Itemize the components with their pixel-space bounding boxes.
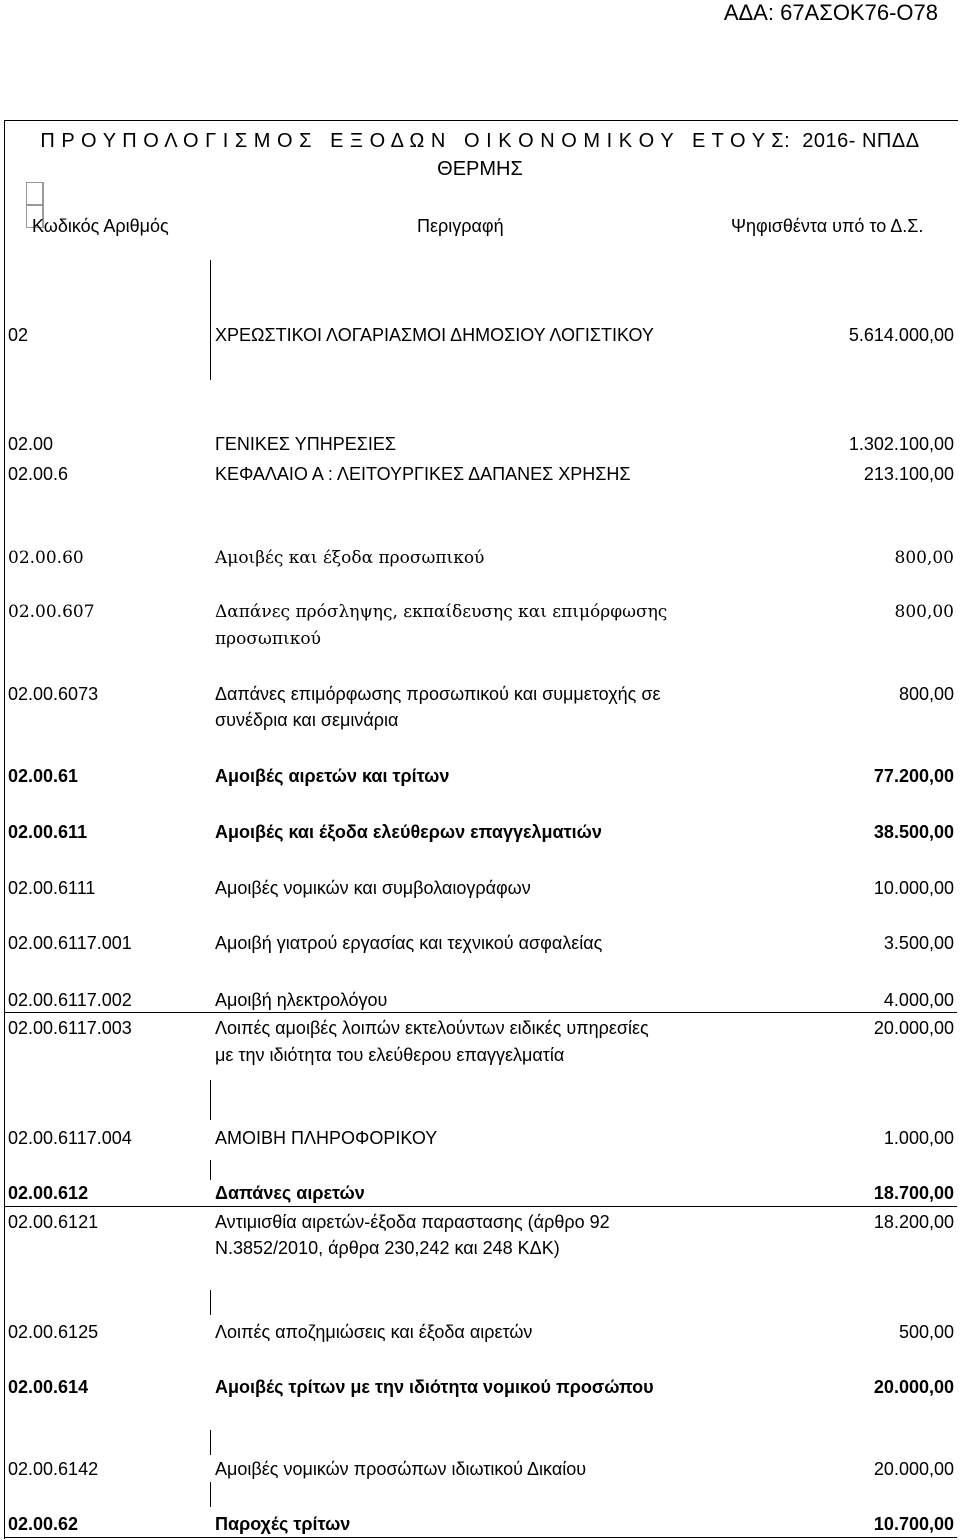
row-description: Παροχές τρίτων (215, 1514, 351, 1534)
row-amount: 500,00 (898, 1322, 954, 1342)
row-description-line2: με την ιδιότητα του ελεύθερου επαγγελματία (215, 1045, 565, 1065)
row-description: Δαπάνες πρόσληψης, εκπαίδευσης και επιμόρφωσης (215, 602, 668, 622)
title-line-1: Π Ρ Ο Υ Π Ο Λ Ο Γ Ι Σ Μ Ο Σ Ε Ξ Ο Δ Ω Ν Ο Ι Κ Ο Ν Ο Μ Ι Κ Ο Υ Ε Τ Ο Υ Σ: 2016- ΝΠΔΔ (40, 130, 920, 152)
row-amount: 1.302.100,00 (848, 434, 954, 454)
column-divider (210, 1290, 211, 1315)
row-rule (4, 1537, 957, 1538)
row-amount: 800,00 (898, 684, 954, 704)
row-code: 02.00.6111 (8, 878, 96, 898)
row-description: Δαπάνες αιρετών (215, 1183, 365, 1203)
row-code: 02.00.62 (8, 1514, 79, 1534)
column-divider (210, 1430, 211, 1455)
row-amount: 18.700,00 (873, 1183, 954, 1203)
row-code: 02.00.61 (8, 766, 79, 786)
row-description: ΧΡΕΩΣΤΙΚΟΙ ΛΟΓΑΡΙΑΣΜΟΙ ΔΗΜΟΣΙΟΥ ΛΟΓΙΣΤΙΚΟΥ (215, 325, 654, 345)
row-amount: 20.000,00 (873, 1377, 954, 1397)
row-description: Αμοιβές νομικών και συμβολαιογράφων (215, 878, 531, 898)
row-code: 02.00.6142 (8, 1459, 99, 1479)
row-description: Αντιμισθία αιρετών-έξοδα παραστασης (άρθρο 92 (215, 1212, 610, 1232)
row-code: 02.00.607 (8, 602, 95, 622)
row-amount: 3.500,00 (883, 933, 954, 953)
row-code: 02.00.611 (8, 822, 88, 842)
row-code: 02.00.614 (8, 1377, 89, 1397)
row-description: Αμοιβή ηλεκτρολόγου (215, 990, 388, 1010)
row-description: Αμοιβές τρίτων με την ιδιότητα νομικού προσώπου (215, 1377, 654, 1397)
row-code: 02.00 (8, 434, 54, 454)
row-description: ΓΕΝΙΚΕΣ ΥΠΗΡΕΣΙΕΣ (215, 434, 397, 454)
row-description: Δαπάνες επιμόρφωσης προσωπικού και συμμετοχής σε (215, 684, 661, 704)
row-amount: 5.614.000,00 (848, 325, 954, 345)
row-description: ΑΜΟΙΒΗ ΠΛΗΡΟΦΟΡΙΚΟΥ (215, 1128, 438, 1148)
row-description: Λοιπές αμοιβές λοιπών εκτελούντων ειδικές υπηρεσίες (215, 1018, 649, 1038)
header-amount: Ψηφισθέντα υπό το Δ.Σ. (731, 216, 924, 236)
row-description: Λοιπές αποζημιώσεις και έξοδα αιρετών (215, 1322, 533, 1342)
column-divider (210, 1482, 211, 1507)
row-description-line2: προσωπικού (215, 629, 321, 649)
row-amount: 800,00 (894, 602, 954, 622)
row-amount: 18.200,00 (873, 1212, 954, 1232)
row-amount: 38.500,00 (873, 822, 954, 842)
row-amount: 800,00 (894, 548, 954, 568)
row-code: 02.00.6 (8, 464, 69, 484)
row-code: 02.00.6117.004 (8, 1128, 132, 1148)
row-amount: 1.000,00 (883, 1128, 954, 1148)
row-code: 02.00.612 (8, 1183, 89, 1203)
row-rule (4, 1206, 957, 1207)
row-amount: 77.200,00 (873, 766, 954, 786)
row-code: 02.00.6125 (8, 1322, 99, 1342)
title-line-2: ΘΕΡΜΗΣ (437, 158, 523, 180)
row-code: 02.00.6117.001 (8, 933, 132, 953)
column-divider (210, 1080, 211, 1120)
row-description: ΚΕΦΑΛΑΙΟ Α : ΛΕΙΤΟΥΡΓΙΚΕΣ ΔΑΠΑΝΕΣ ΧΡΗΣΗΣ (215, 464, 631, 484)
row-amount: 20.000,00 (873, 1018, 954, 1038)
row-code: 02 (8, 325, 29, 345)
row-code: 02.00.60 (8, 548, 84, 568)
row-code: 02.00.6117.003 (8, 1018, 132, 1038)
row-rule (4, 1012, 957, 1013)
row-description-line2: Ν.3852/2010, άρθρα 230,242 και 248 ΚΔΚ) (215, 1238, 560, 1258)
row-code: 02.00.6117.002 (8, 990, 132, 1010)
row-description: Αμοιβές αιρετών και τρίτων (215, 766, 450, 786)
row-description: Αμοιβές και έξοδα ελεύθερων επαγγελματιών (215, 822, 602, 842)
ada-code: ΑΔΑ: 67ΑΣΟΚ76-Ο78 (723, 0, 938, 25)
row-amount: 213.100,00 (863, 464, 954, 484)
row-amount: 10.700,00 (873, 1514, 954, 1534)
column-divider (210, 1160, 211, 1180)
row-amount: 10.000,00 (873, 878, 954, 898)
column-divider (210, 260, 211, 380)
row-amount: 4.000,00 (883, 990, 954, 1010)
header-description: Περιγραφή (417, 216, 504, 236)
row-amount: 20.000,00 (873, 1459, 954, 1479)
row-description-line2: συνέδρια και σεμινάρια (215, 710, 399, 730)
row-description: Αμοιβές και έξοδα προσωπικού (215, 548, 485, 568)
row-code: 02.00.6121 (8, 1212, 99, 1232)
row-description: Αμοιβή γιατρού εργασίας και τεχνικού ασφαλείας (215, 933, 603, 953)
header-code: Κωδικός Αριθμός (32, 216, 169, 236)
row-code: 02.00.6073 (8, 684, 99, 704)
row-description: Αμοιβές νομικών προσώπων ιδιωτικού Δικαίου (215, 1459, 587, 1479)
